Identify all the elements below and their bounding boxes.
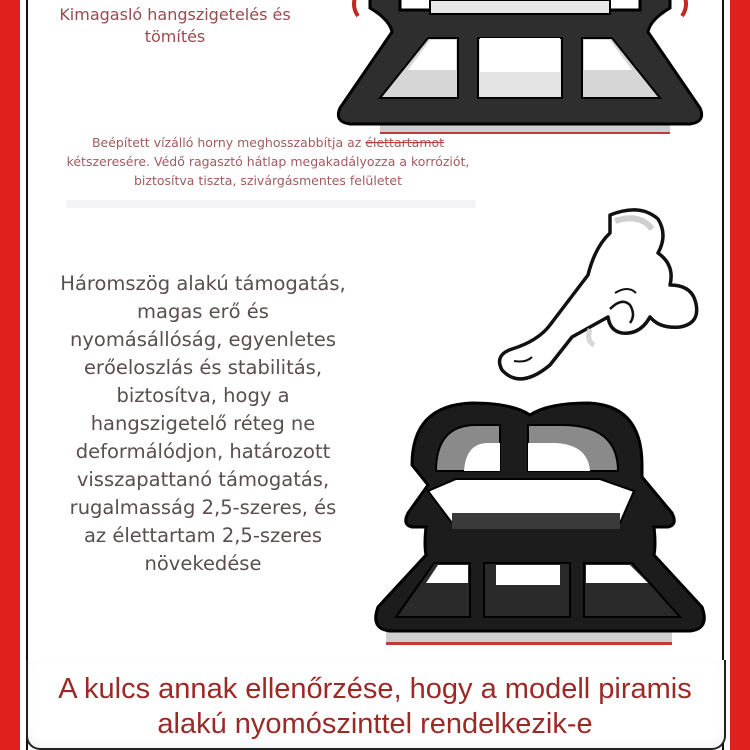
red-frame-left (0, 0, 20, 750)
pointing-hand-icon (490, 205, 715, 400)
black-border-right (722, 0, 724, 750)
bottom-banner-text: A kulcs annak ellenőrzése, hogy a modell piramis alakú nyomószinttel rendelkezik-e (58, 673, 692, 740)
top-description (58, 133, 478, 190)
black-border-left (26, 0, 28, 750)
description-part-1: Beépített vízálló horny meghosszabbítja az (91, 135, 366, 150)
feature-description: Háromszög alakú támogatás, magas erő és nyomásállóság, egyenletes erőeloszlás és stabilitás, biztosítva, hogy a hangszigetelő réteg ne deformálódjon, határozott visszapattanó támogatás, rugalmasság 2,5-szeres, és az élettartam 2,5-szeres növekedése (60, 272, 346, 575)
faint-watermark-line (66, 200, 476, 208)
top-headline: Kimagasló hangszigetelés és tömítés (59, 5, 291, 46)
description-strikethrough: élettartamot (365, 135, 445, 150)
description-part-2: kétszeresére. Védő ragasztó hátlap megakadályozza a korróziót, biztosítva tiszta, szivárgásmentes felületet (66, 154, 470, 188)
top-seal-illustration (330, 0, 710, 150)
red-frame-right (730, 0, 750, 750)
bottom-seal-illustration (372, 395, 712, 655)
